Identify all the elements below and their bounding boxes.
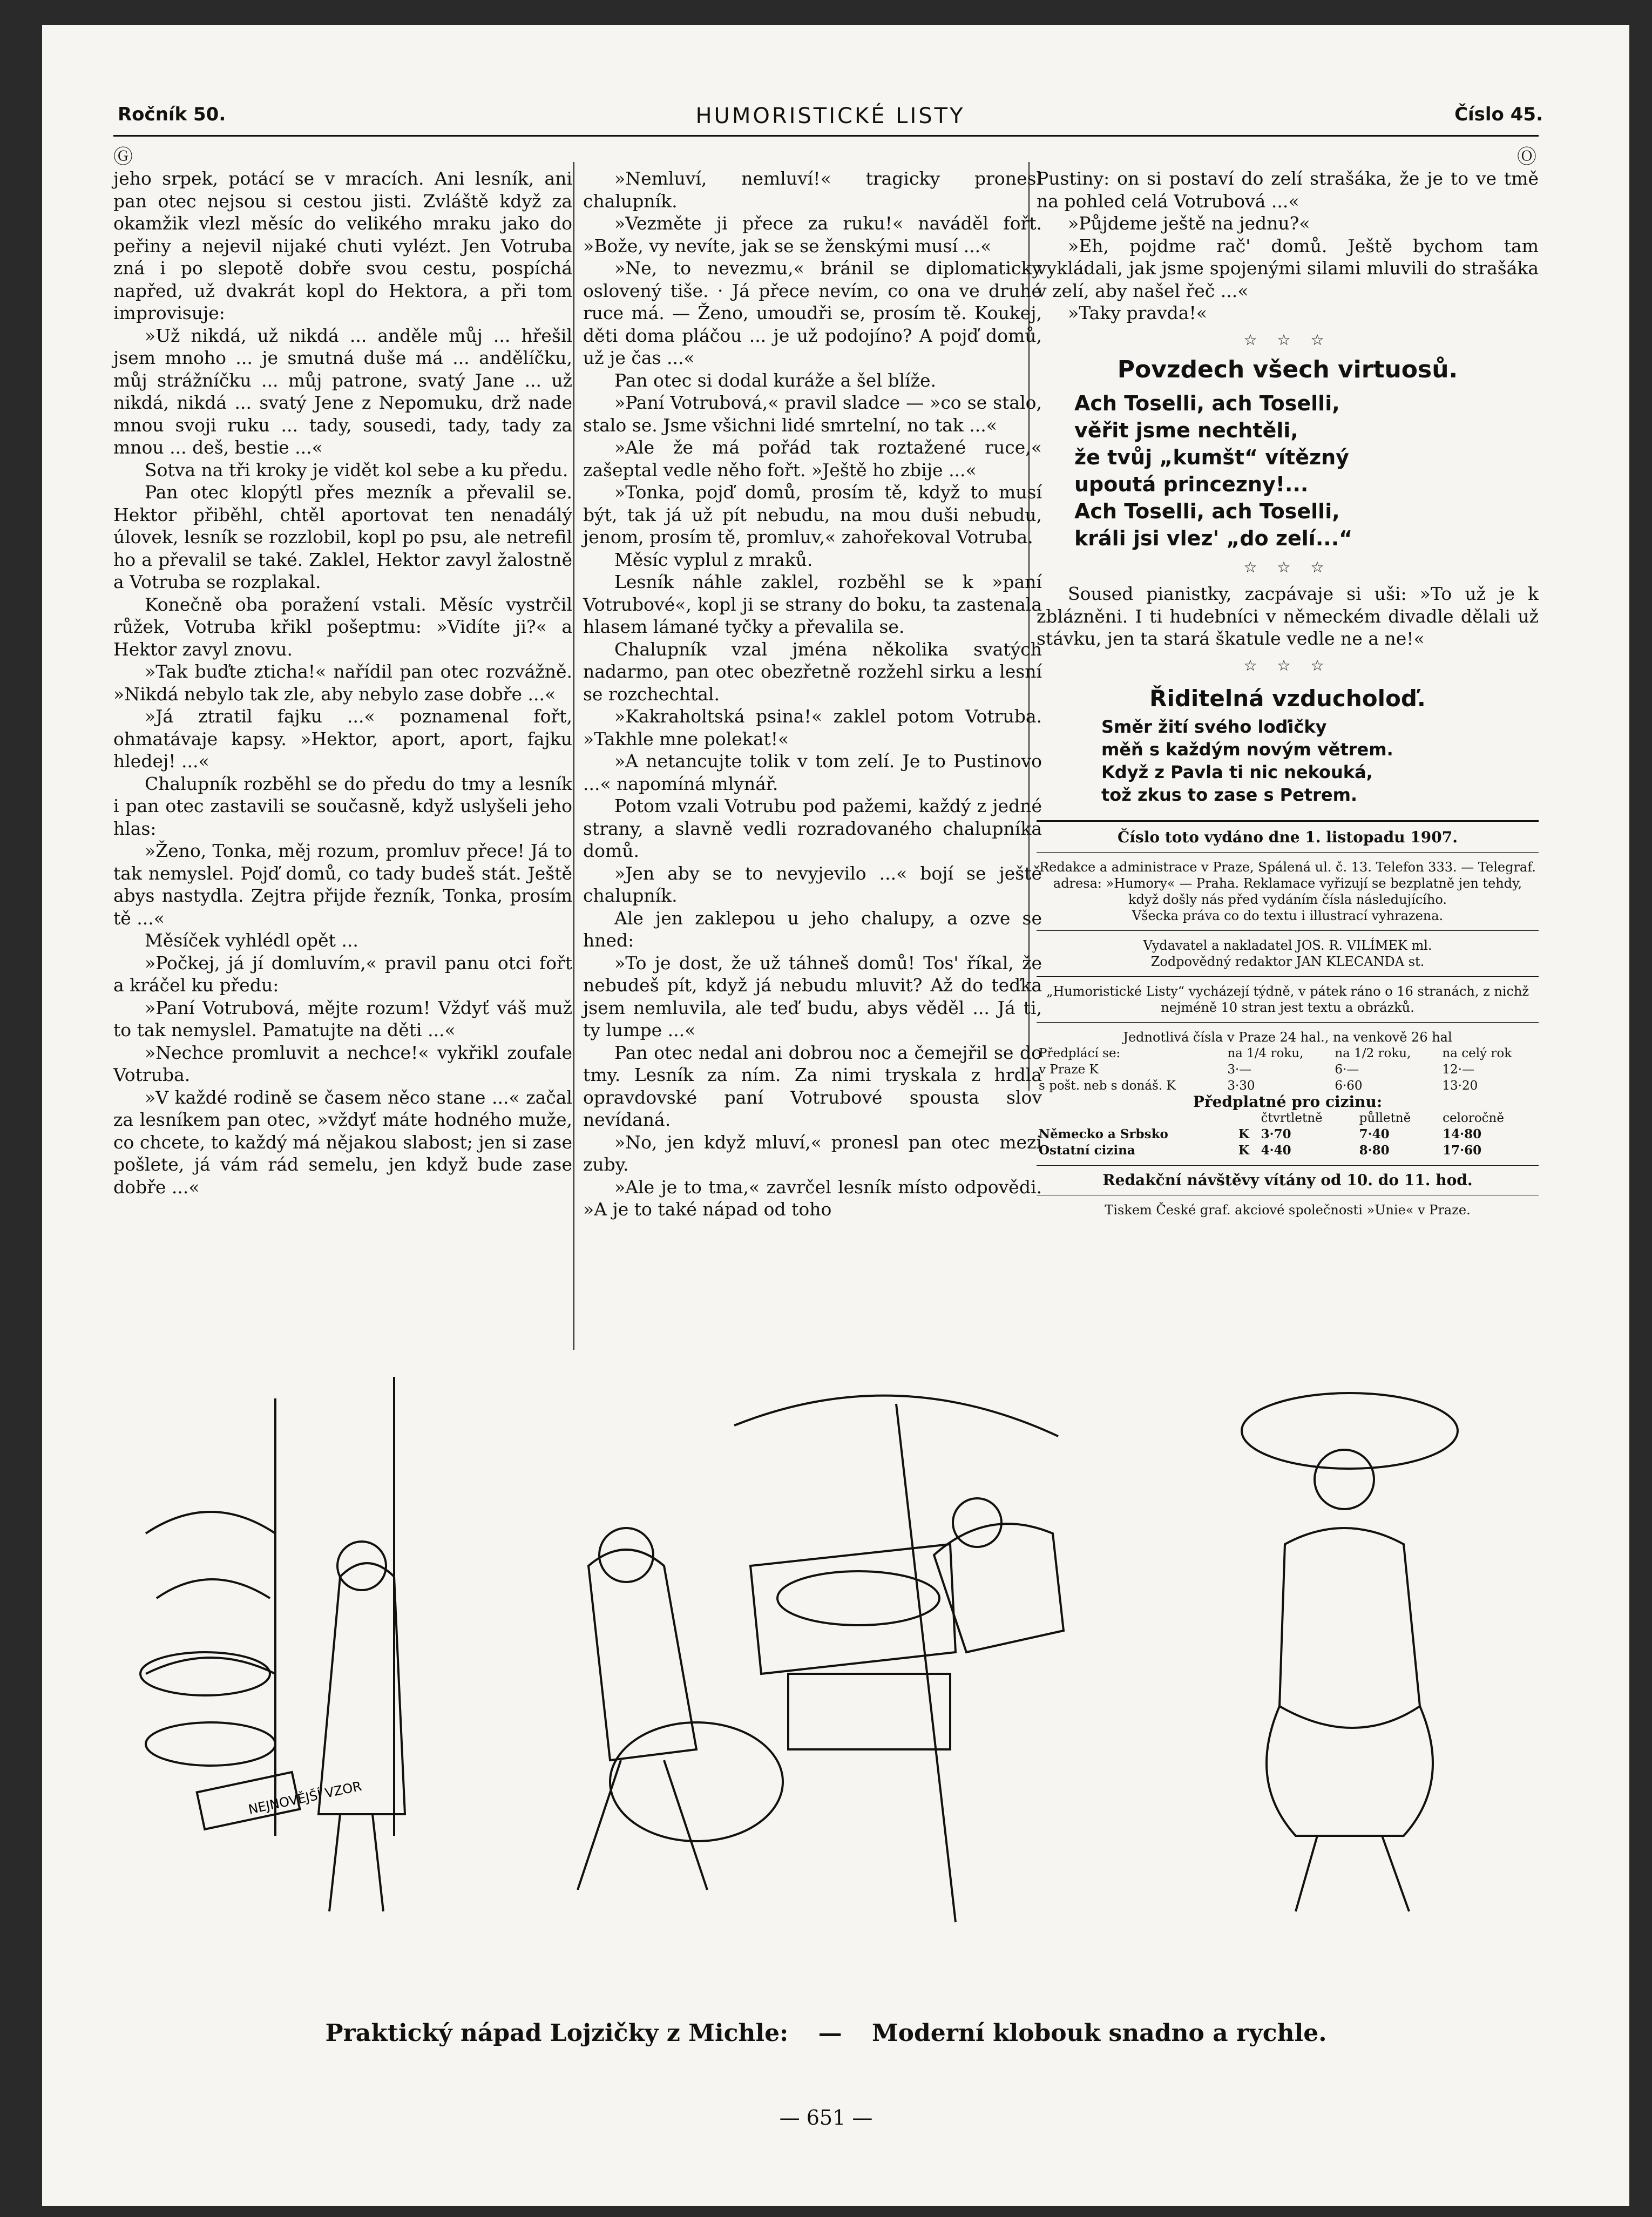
caption-dash: — — [818, 2019, 842, 2047]
illustration-caption — [113, 2019, 1539, 2047]
table-cell: 6·60 — [1335, 1078, 1363, 1093]
table-cell: Ostatní cizina — [1039, 1143, 1135, 1158]
subscription-table — [1037, 1045, 1539, 1094]
table-cell: Německo a Srbsko — [1039, 1126, 1168, 1141]
paragraph: »Půjdeme ještě na jednu?« — [1068, 213, 1310, 234]
paragraph: Lesník náhle zaklel, rozběhl se k »paní Votrubové«, kopl ji se strany do boku, ta zastenala hlasem lámané tyčky a převalila se. — [583, 571, 1042, 637]
joke-line: Když z Pavla ti nic nekouká, — [1101, 761, 1373, 782]
paragraph: »Tonka, pojď domů, prosím tě, když to musí být, tak já už pít nebudu, na mou duši nebudu, jenom, prosím tě, promluv,« zahořekoval Votruba. — [583, 482, 1042, 548]
section-stars: ☆ ☆ ☆ — [1243, 330, 1332, 349]
admin-info: Redakce a administrace v Praze, Spálená ul. č. 13. Telefon 333. — Telegraf. adresa: »Humory« — Praha. Reklamace vyřizují se bezplatně jen tehdy, když došly nás před vydáním čísla následujícího. — [1039, 859, 1536, 907]
rights-note: Všecka práva co do textu i illustrací vyhrazena. — [1132, 908, 1444, 923]
table-cell: v Praze K — [1039, 1062, 1099, 1077]
table-cell: 3·70 — [1261, 1126, 1291, 1141]
poem-line: že tvůj „kumšt“ vítězný — [1074, 445, 1349, 469]
poem-line: králi jsi vlez' „do zelí...“ — [1074, 526, 1353, 550]
paragraph: »Nemluví, nemluví!« tragicky pronesl chalupník. — [583, 168, 1042, 212]
header-rule — [113, 135, 1539, 137]
issue-label: Číslo 45. — [1454, 104, 1543, 125]
joke-title: Řiditelná vzducholoď. — [1149, 685, 1426, 712]
page-number: — 651 — — [779, 2106, 873, 2130]
foreign-table — [1037, 1110, 1539, 1159]
paragraph: »V každé rodině se časem něco stane ...« začal za lesníkem pan otec, »vždyť máte hodného muže, co chcete, to každý má nějakou slabost; jen si zase pošlete, já vám rád semelu, jen když bude zase dobře ...« — [113, 1086, 572, 1198]
paragraph: »A netancujte tolik v tom zelí. Je to Pustinovo ...« napomíná mlynář. — [583, 751, 1042, 794]
paragraph: »Jen aby se to nevyjevilo ...« bojí se ještě chalupník. — [583, 862, 1042, 906]
table-cell: s pošt. neb s donáš. K — [1039, 1078, 1176, 1093]
paragraph: »Nechce promluvit a nechce!« vykřikl zoufale Votruba. — [113, 1042, 572, 1085]
poem-title: Povzdech všech virtuosů. — [1117, 356, 1458, 383]
table-cell: 6·— — [1335, 1062, 1359, 1077]
frequency-note: „Humoristické Listy“ vycházejí týdně, v pátek ráno o 16 stranách, z nichž nejméně 10 stran jest textu a obrázků. — [1046, 983, 1529, 1015]
section-stars: ☆ ☆ ☆ — [1243, 558, 1332, 576]
table-cell: 14·80 — [1443, 1126, 1482, 1141]
paragraph: »Eh, pojdme rač' domů. Ještě bychom tam vykládali, jak jsme spojenými silami mluvili do strašáka v zelí, aby našel řeč ...« — [1037, 235, 1539, 301]
story-column-3 — [1037, 167, 1539, 1218]
caption-left: Praktický nápad Lojzičky z Michle: — [325, 2019, 789, 2047]
paragraph: »Už nikdá, už nikdá ... anděle můj ... hřešil jsem mnoho ... je smutná duše má ... andělíčku, můj strážníčku ... můj patrone, svatý Jane ... už nikdá, nikdá ... svatý Jene z Nepomuku, drž nade mnou svoji ruku ... tady, sousedi, tady, tady za mnou ... deš, bestie ...« — [113, 325, 572, 458]
paragraph: »Kakraholtská psina!« zaklel potom Votruba. »Takhle mne polekat!« — [583, 706, 1042, 749]
paragraph: Měsíček vyhlédl opět ... — [145, 930, 358, 951]
paragraph: Ale jen zaklepou u jeho chalupy, a ozve se hned: — [583, 907, 1042, 951]
shop-window-drawing — [140, 1377, 405, 1911]
printer-note: Tiskem České graf. akciové společnosti »Unie« v Praze. — [1105, 1202, 1471, 1218]
paragraph: »Taky pravda!« — [1068, 302, 1207, 323]
table-cell: celoročně — [1443, 1111, 1504, 1125]
poem-line: Ach Toselli, ach Toselli, — [1074, 499, 1340, 523]
table-cell: K — [1238, 1143, 1249, 1158]
table-cell: na celý rok — [1442, 1046, 1512, 1060]
paragraph: »Ne, to nevezmu,« bránil se diplomaticky oslovený tiše. · Já přece nevím, co ona ve druhé ruce má. — Ženo, umoudři se, prosím tě. Koukej, děti doma pláčou ... je už podojíno? A pojď domů, už je čas ...« — [583, 258, 1042, 368]
table-cell: 3·30 — [1227, 1078, 1255, 1093]
paragraph: Sotva na tři kroky je vidět kol sebe a ku předu. — [145, 459, 568, 481]
table-cell: čtvrtletně — [1261, 1111, 1323, 1125]
page-header — [75, 104, 1586, 129]
poem-line: Ach Toselli, ach Toselli, — [1074, 391, 1340, 415]
paragraph: Pustiny: on si postaví do zelí strašáka, že je to ve tmě na pohled celá Votrubová ...« — [1037, 168, 1539, 212]
paragraph: »Paní Votrubová, mějte rozum! Vždyť váš muž to tak nemyslel. Pamatujte na děti ...« — [113, 997, 572, 1040]
poem-line: věřit jsme nechtěli, — [1074, 418, 1298, 442]
joke-line: měň s každým novým větrem. — [1101, 739, 1393, 760]
woman-with-hat-drawing — [1242, 1393, 1458, 1911]
table-cell: 3·— — [1227, 1062, 1252, 1077]
paragraph: Pan otec klopýtl přes mezník a převalil se. Hektor přiběhl, chtěl aportovat ten nenadálý úlovek, lesník se rozzlobil, kopl po psu, ale netrefil ho a převalil se také. Zaklel, Hektor zavyl žalostně a Votruba se rozplakal. — [113, 482, 572, 592]
paragraph: Chalupník vzal jména několika svatých nadarmo, pan otec obezřetně rozžehl sirku a lesní se rozchechtal. — [583, 638, 1042, 705]
poem-body — [1074, 390, 1539, 552]
caption-right: Moderní klobouk snadno a rychle. — [871, 2019, 1327, 2047]
divider — [1037, 1022, 1539, 1023]
shop-sign: NEJNOVĚJŠÍ VZOR — [247, 1778, 363, 1817]
paragraph: Chalupník rozběhl se do předu do tmy a lesník i pan otec zastavili se současně, když uslyšeli jeho hlas: — [113, 773, 572, 839]
table-cell: 7·40 — [1359, 1126, 1390, 1141]
market-stall-drawing — [578, 1396, 1064, 1922]
paragraph: »Paní Votrubová,« pravil sladce — »co se stalo, stalo se. Jsme všichni lidé smrtelní, no tak ...« — [583, 392, 1042, 436]
paragraph: Potom vzali Votrubu pod pažemi, každý z jedné strany, a slavně vedli rozradovaného chalupníka domů. — [583, 795, 1042, 861]
paragraph: jeho srpek, potácí se v mracích. Ani lesník, ani pan otec nejsou si cestou jisti. Zvláště když za okamžik vlezl měsíc do velikého mraku jako do peřiny a nejevil nijaké chuti vylézt. Jen Votruba zná i po slepotě dobře svou cestu, pospíchá napřed, už dvakrát kopl do Hektora, a při tom improvisuje: — [113, 168, 572, 323]
paragraph: Konečně oba poražení vstali. Měsíc vystrčil růžek, Votruba křikl pošeptmu: »Vidíte ji?« a Hektor zavyl znovu. — [113, 593, 572, 660]
paragraph: »Počkej, já jí domluvím,« pravil panu otci fořt a kráčel ku předu: — [113, 952, 572, 996]
column-separator — [573, 162, 574, 1350]
paragraph: Měsíc vyplul z mraků. — [614, 549, 813, 570]
publisher: Vydavatel a nakladatel JOS. R. VILÍMEK ml. — [1143, 937, 1432, 953]
table-cell: na 1/2 roku, — [1335, 1046, 1411, 1060]
story-column-2 — [583, 167, 1042, 1221]
divider — [1037, 930, 1539, 931]
paragraph: »Tak buďte zticha!« nařídil pan otec rozvážně. »Nikdá nebylo tak zle, aby nebylo zase dobře ...« — [113, 661, 572, 705]
imprint-box — [1037, 820, 1539, 1218]
poem-line: upoutá princezny!... — [1074, 472, 1309, 496]
section-stars: ☆ ☆ ☆ — [1243, 656, 1332, 674]
paragraph: »Vezměte ji přece za ruku!« naváděl fořt. »Bože, vy nevíte, jak se se ženskými musí ...« — [583, 213, 1042, 256]
editor: Zodpovědný redaktor JAN KLECANDA st. — [1150, 954, 1425, 969]
paragraph: »Já ztratil fajku ...« poznamenal fořt, ohmatávaje kapsy. »Hektor, aport, aport, fajku hledej! ...« — [113, 706, 572, 772]
paragraph: Pan otec nedal ani dobrou noc a čemejřil se do tmy. Lesník za ním. Za nimi tryskala z hrdla opravdovské paní Votrubové spousta slov nevídaná. — [583, 1042, 1042, 1130]
paragraph: »Ženo, Tonka, měj rozum, promluv přece! Já to tak nemyslel. Pojď domů, co tady budeš stát. Ještě abys nastydla. Zejtra přijde řezník, Tonka, prosím tě ...« — [113, 840, 572, 929]
volume-label: Ročník 50. — [118, 104, 226, 125]
joke-body — [1101, 715, 1539, 806]
issue-date: Číslo toto vydáno dne 1. listopadu 1907. — [1118, 828, 1458, 846]
ornament-icon: Ⓖ — [113, 146, 133, 168]
paragraph: »To je dost, že už táhneš domů! Tos' říkal, že nebudeš pít, když já nebudu mluvit? Až do teďka jsem nemluvila, ale teď budu, abys věděl ... Já ti, ty lumpe ...« — [583, 952, 1042, 1040]
joke-line: tož zkus to zase s Petrem. — [1101, 784, 1358, 805]
foreign-title: Předplatné pro cizinu: — [1193, 1092, 1383, 1111]
ornament-icon: Ⓞ — [1517, 146, 1537, 168]
cartoon-illustration — [113, 1371, 1539, 1992]
paragraph: »Ale je to tma,« zavrčel lesník místo odpovědi. »A je to také nápad od toho — [583, 1176, 1042, 1220]
table-cell: 17·60 — [1443, 1143, 1482, 1158]
table-cell: půlletně — [1359, 1111, 1411, 1125]
divider — [1037, 852, 1539, 853]
table-cell: 12·— — [1442, 1062, 1474, 1077]
story-column-1 — [113, 167, 572, 1198]
visiting-hours: Redakční návštěvy vítány od 10. do 11. hod. — [1102, 1171, 1473, 1189]
table-cell: 8·80 — [1359, 1143, 1390, 1158]
paragraph: »Ale že má pořád tak roztažené ruce,« zašeptal vedle něho fořt. »Ještě ho zbije ...« — [583, 437, 1042, 481]
table-cell: 4·40 — [1261, 1143, 1291, 1158]
table-cell: 13·20 — [1442, 1078, 1478, 1093]
divider — [1037, 976, 1539, 977]
table-cell: na 1/4 roku, — [1227, 1046, 1304, 1060]
table-cell: K — [1238, 1126, 1249, 1141]
masthead-title: HUMORISTICKÉ LISTY — [695, 104, 965, 129]
paragraph: »No, jen když mluví,« pronesl pan otec mezi zuby. — [583, 1131, 1042, 1175]
paragraph: Pan otec si dodal kuráže a šel blíže. — [614, 369, 936, 391]
joke-line: Směr žití svého loďičky — [1101, 716, 1327, 737]
table-cell: Předplácí se: — [1039, 1046, 1121, 1060]
anecdote: Soused pianistky, zacpávaje si uši: »To už je k zblázněni. I ti hudebníci v německém divadle dělali už stávku, jen ta stará škatule vedle ne a ne!« — [1037, 583, 1539, 649]
divider — [1037, 1165, 1539, 1166]
single-price: Jednotlivá čísla v Praze 24 hal., na venkově 26 hal — [1123, 1029, 1452, 1045]
